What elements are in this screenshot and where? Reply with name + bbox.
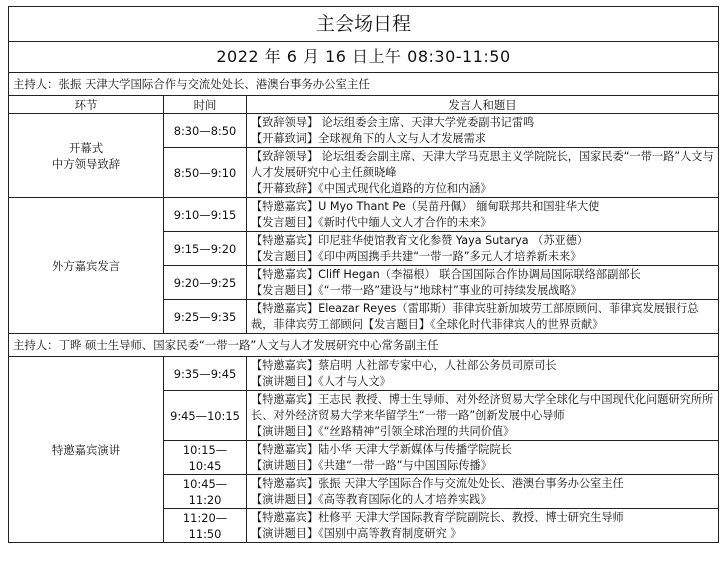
time-cell: 8:50—9:10 [164,148,247,198]
host-line-1: 主持人：张振 天津大学国际合作与交流处处长、港澳台事务办公室主任 [9,73,719,96]
speaker-cell [247,232,719,266]
time-cell: 9:35—9:45 [164,357,247,391]
topic-line: 【发言题目】《印中两国携手共建“一带一路”多元人才培养新未来》 [251,249,582,263]
speaker-cell [247,441,719,475]
segment-opening [9,114,164,198]
header-segment: 环节 [9,96,164,114]
speaker-cell [247,266,719,300]
speaker-cell [247,148,719,198]
time-cell: 9:10—9:15 [164,198,247,232]
topic-line: 【演讲题目】《“丝路精神”引领全球治理的共同价值》 [251,424,515,438]
topic-line: 【发言题目】《“一带一路”建设与“地球村”事业的可持续发展战略》 [251,283,582,297]
speaker-cell [247,475,719,509]
time-cell: 11:20—11:50 [164,509,247,543]
time-cell: 9:15—9:20 [164,232,247,266]
speaker-line: 【特邀嘉宾】杜修平 天津大学国际教育学院副院长、教授、博士研究生导师 [251,510,624,524]
time-cell: 10:45—11:20 [164,475,247,509]
page-title: 主会场日程 [9,7,719,42]
speaker-line: 【特邀嘉宾】Eleazar Reyes（雷耶斯）菲律宾驻新加坡劳工部原顾问、菲律宾发展银行总裁，菲律宾劳工部顾问【发言题目】《全球化时代菲律宾人的世界贡献》 [251,301,699,331]
host-line-2: 主持人：丁晔 硕士生导师、国家民委“一带一路”人文与人才发展研究中心常务副主任 [9,334,719,357]
segment-invited-speeches: 特邀嘉宾演讲 [9,357,164,543]
segment-foreign-guests: 外方嘉宾发言 [9,198,164,334]
topic-line: 【演讲题目】《人才与人文》 [251,374,391,388]
speaker-cell [247,198,719,232]
time-cell: 10:15—10:45 [164,441,247,475]
speaker-line: 【特邀嘉宾】印尼驻华使馆教育文化参赞 Yaya Sutarya （苏亚德） [251,233,589,247]
speaker-cell [247,391,719,441]
speaker-line: 【特邀嘉宾】蔡启明 人社部专家中心，人社部公务员司原司长 [251,358,557,372]
speaker-cell [247,114,719,148]
speaker-line: 【特邀嘉宾】Cliff Hegan（李福根） 联合国国际合作协调局国际联络部副部长 [251,267,641,281]
header-speaker: 发言人和题目 [247,96,719,114]
topic-line: 【发言题目】《新时代中缅人文人才合作的未来》 [251,215,492,229]
schedule-table [8,6,719,543]
speaker-cell [247,300,719,334]
speaker-line: 【致辞领导】 论坛组委会副主席、天津大学马克思主义学院院长，国家民委“一带一路”人文与人才发展研究中心主任颜晓峰 [251,149,714,179]
time-cell: 9:45—10:15 [164,391,247,441]
topic-line: 【开幕致辞】《中国式现代化道路的方位和内涵》 [251,181,492,195]
topic-line: 【演讲题目】《高等教育国际化的人才培养实践》 [251,492,492,506]
speaker-line: 【特邀嘉宾】张振 天津大学国际合作与交流处处长、港澳台事务办公室主任 [251,476,624,490]
time-cell: 8:30—8:50 [164,114,247,148]
speaker-cell [247,509,719,543]
time-cell: 9:25—9:35 [164,300,247,334]
speaker-line: 【特邀嘉宾】王志民 教授、博士生导师、对外经济贸易大学全球化与中国现代化问题研究所所长、对外经济贸易大学来华留学生“一带一路”创新发展中心导师 [251,392,714,422]
header-time: 时间 [164,96,247,114]
time-cell: 9:20—9:25 [164,266,247,300]
speaker-line: 【特邀嘉宾】陆小华 天津大学新媒体与传播学院院长 [251,442,512,456]
topic-line: 【演讲题目】《共建“一带一路”与中国国际传播》 [251,458,492,472]
event-date: 2022 年 6 月 16 日上午 08:30-11:50 [9,42,719,73]
speaker-cell [247,357,719,391]
topic-line: 【开幕致词】全球视角下的人文与人才发展需求 [251,131,486,145]
speaker-line: 【特邀嘉宾】U Myo Thant Pe（吴苗丹佩） 缅甸联邦共和国驻华大使 [251,199,600,213]
topic-line: 【演讲题目】《国别中高等教育制度研究 》 [251,526,462,540]
segment-label: 开幕式 中方领导致辞 [51,140,121,171]
speaker-line: 【致辞领导】 论坛组委会主席、天津大学党委副书记雷鸣 [251,115,535,129]
